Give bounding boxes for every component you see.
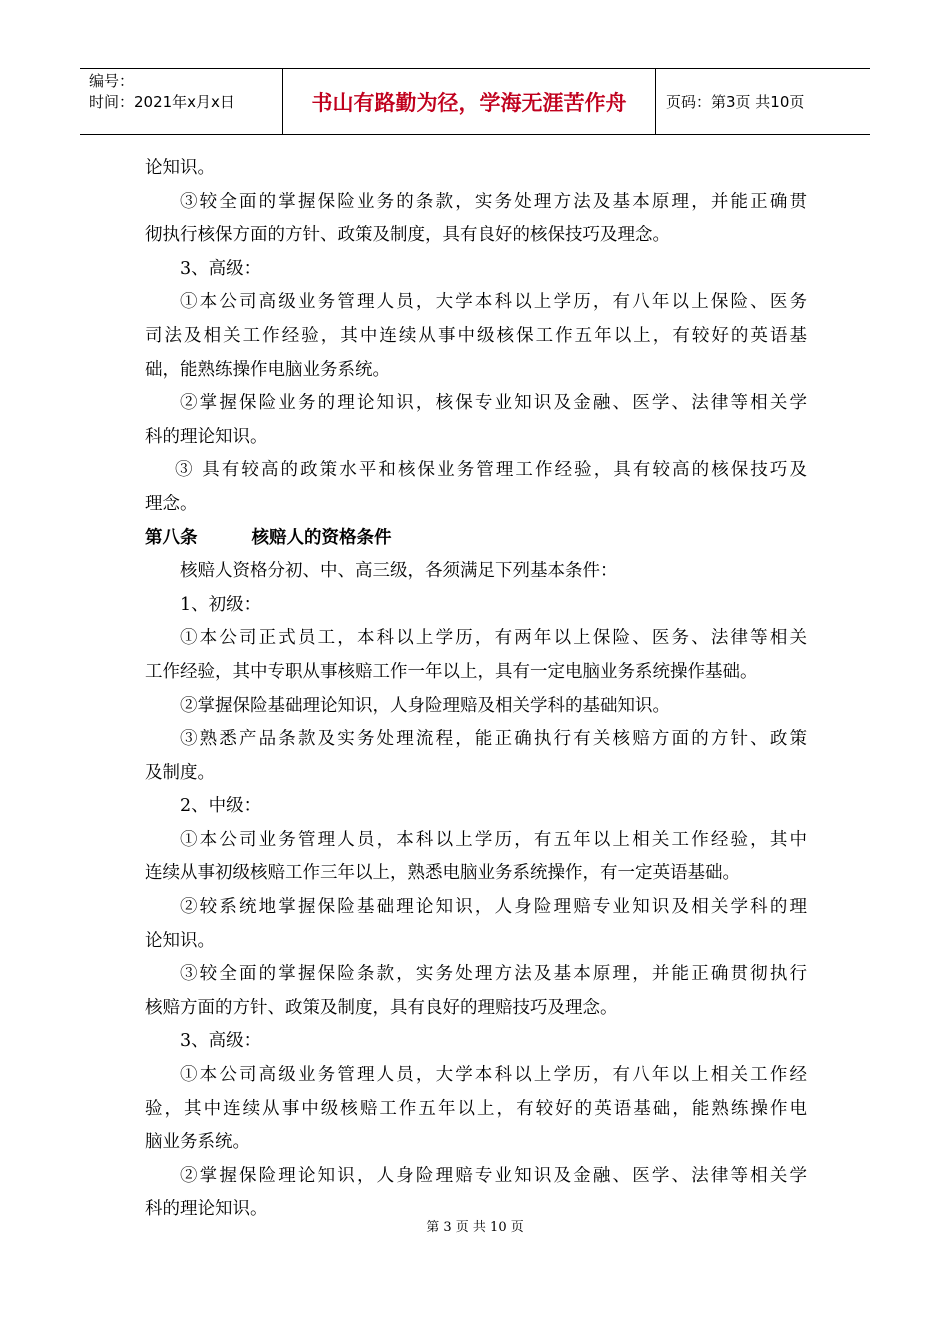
header-motto: 书山有路勤为径，学海无涯苦作舟	[282, 69, 656, 134]
body-line: ③熟悉产品条款及实务处理流程，能正确执行有关核赔方面的方针、政策	[180, 729, 807, 750]
body-line: 司法及相关工作经验，其中连续从事中级核保工作五年以上，有较好的英语基	[145, 325, 807, 346]
body-line: ①本公司正式员工，本科以上学历，有两年以上保险、医务、法律等相关	[180, 628, 807, 649]
header-page-code: 页码：第3页 共10页	[666, 93, 805, 111]
article-heading	[145, 522, 807, 556]
body-line: 论知识。	[145, 930, 215, 951]
body-line: ①本公司高级业务管理人员，大学本科以上学历，有八年以上保险、医务	[180, 292, 807, 313]
body-line: 础，能熟练操作电脑业务系统。	[145, 359, 390, 380]
body-line: 及制度。	[145, 762, 215, 783]
body-line: 3、高级：	[180, 1031, 262, 1052]
body-line: 连续从事初级核赔工作三年以上，熟悉电脑业务系统操作，有一定英语基础。	[145, 863, 740, 884]
body-line: 科的理论知识。	[145, 1199, 268, 1220]
body-line: 科的理论知识。	[145, 426, 268, 447]
body-line: ①本公司高级业务管理人员，大学本科以上学历，有八年以上相关工作经	[180, 1065, 807, 1086]
body-line: ③较全面的掌握保险条款，实务处理方法及基本原理，并能正确贯彻执行	[180, 964, 807, 985]
body-line: ①本公司业务管理人员，本科以上学历，有五年以上相关工作经验，其中	[180, 829, 807, 850]
body-line: 验，其中连续从事中级核赔工作五年以上，有较好的英语基础，能熟练操作电	[145, 1098, 807, 1119]
document-number-label: 编号：	[89, 72, 135, 90]
document-body	[145, 152, 807, 1227]
body-line: 1、初级：	[180, 594, 262, 615]
page-header	[80, 68, 870, 135]
body-line: 彻执行核保方面的方针、政策及制度，具有良好的核保技巧及理念。	[145, 225, 670, 246]
body-line: 工作经验，其中专职从事核赔工作一年以上，具有一定电脑业务系统操作基础。	[145, 661, 758, 682]
article-title: 核赔人的资格条件	[251, 527, 392, 548]
body-line: 核赔方面的方针、政策及制度，具有良好的理赔技巧及理念。	[145, 997, 618, 1018]
document-time-label: 时间：2021年x月x日	[89, 93, 235, 111]
page-footer: 第 3 页 共 10 页	[426, 1220, 524, 1235]
body-line: 理念。	[145, 493, 198, 514]
header-meta	[80, 69, 282, 134]
body-line: ②掌握保险业务的理论知识，核保专业知识及金融、医学、法律等相关学	[180, 393, 807, 414]
body-line: 核赔人资格分初、中、高三级，各须满足下列基本条件：	[180, 561, 618, 582]
article-number: 第八条	[145, 527, 198, 548]
body-line: ③ 具有较高的政策水平和核保业务管理工作经验，具有较高的核保技巧及	[175, 460, 807, 481]
body-line: 脑业务系统。	[145, 1132, 250, 1153]
body-line: ②掌握保险基础理论知识，人身险理赔及相关学科的基础知识。	[180, 695, 670, 716]
body-line: 2、中级：	[180, 796, 262, 817]
body-line: 3、高级：	[180, 258, 262, 279]
body-line: ③较全面的掌握保险业务的条款，实务处理方法及基本原理，并能正确贯	[180, 191, 807, 212]
body-line: 论知识。	[145, 158, 215, 178]
body-line: ②掌握保险理论知识，人身险理赔专业知识及金融、医学、法律等相关学	[180, 1165, 807, 1186]
body-line: ②较系统地掌握保险基础理论知识，人身险理赔专业知识及相关学科的理	[180, 897, 807, 918]
